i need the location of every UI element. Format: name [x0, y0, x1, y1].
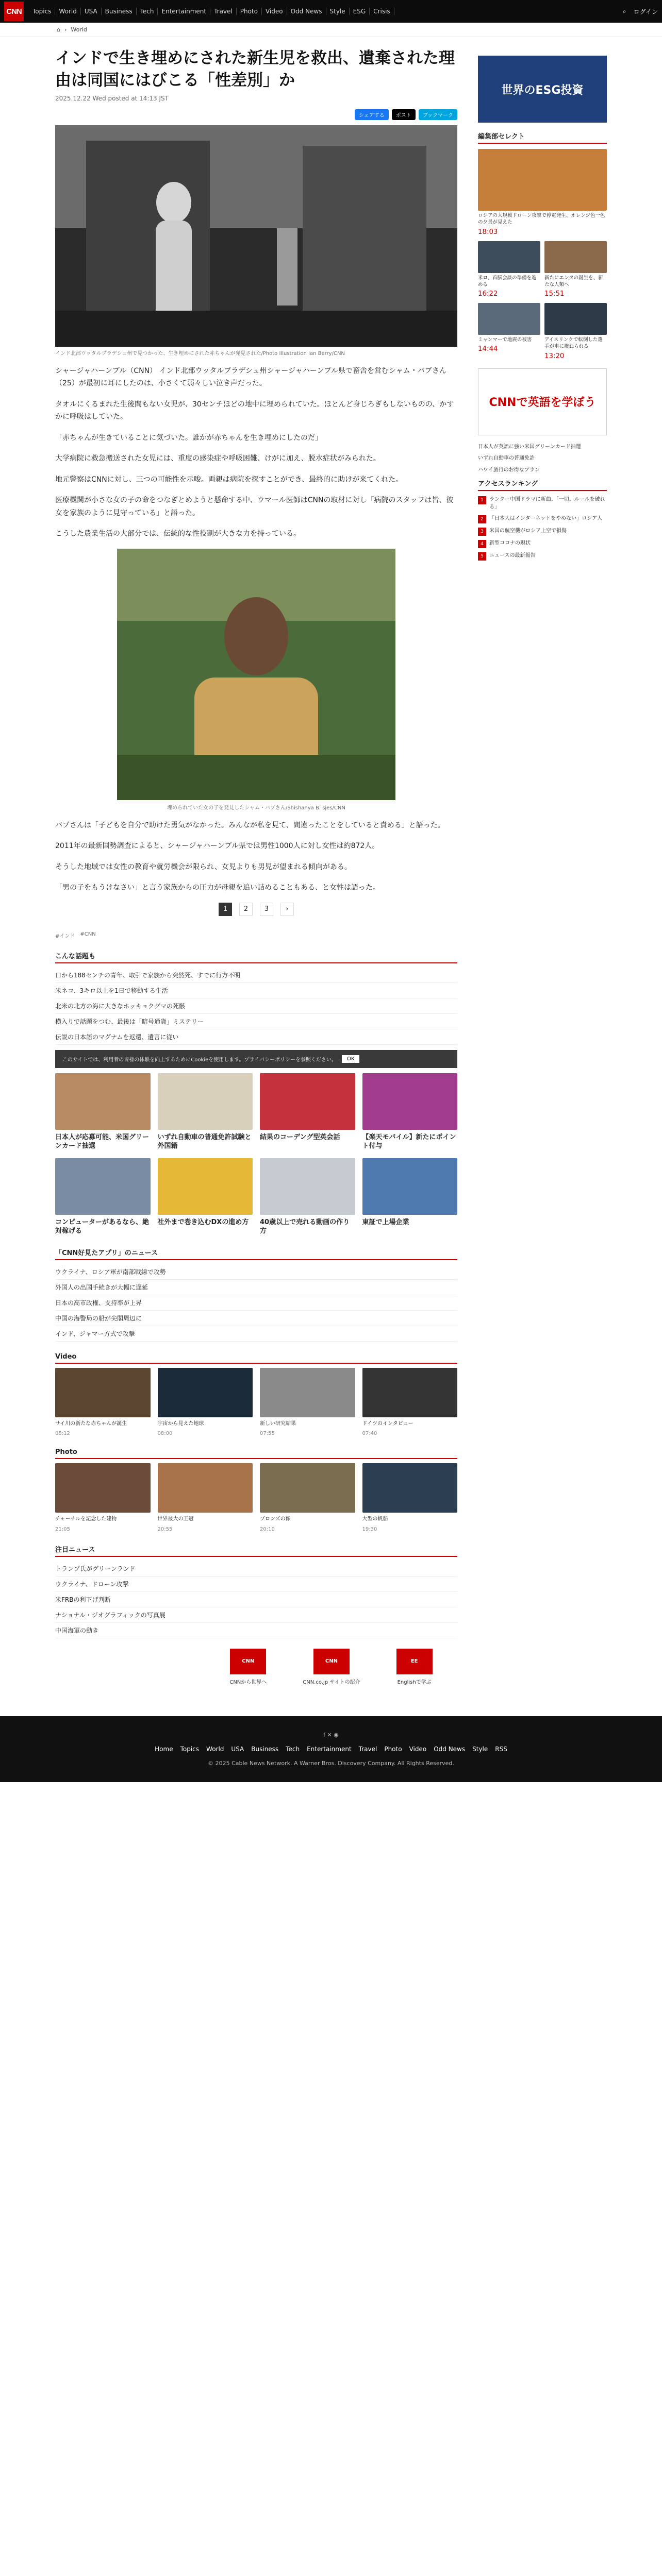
footer-logo-link[interactable]: EE Englishで学ぶ — [396, 1649, 433, 1685]
page-3[interactable]: 3 — [260, 903, 273, 916]
cookie-ok-button[interactable]: OK — [342, 1055, 359, 1063]
ranking-title: アクセスランキング — [478, 478, 607, 491]
cookie-text: このサイトでは、利用者の皆様の体験を向上するためにCookieを使用します。プライバシーポリシーを参照ください。 — [62, 1057, 337, 1063]
lead-photo-caption: インド北部ウッタルプラデシュ州で見つかった、生き埋めにされた赤ちゃんが発見された/Photo Illustration Ian Berry/CNN — [55, 350, 345, 357]
ranking-item[interactable]: 5 ニュースの最新報告 — [478, 552, 607, 561]
video-card[interactable]: 宇宙から見えた地球 08:00 — [158, 1368, 253, 1437]
page-1[interactable]: 1 — [219, 903, 232, 916]
promo-card[interactable]: 40歳以上で売れる動画の作り方 — [260, 1158, 355, 1236]
english-item[interactable]: 日本人が英語に強い米国グリーンカード抽選 — [478, 444, 581, 450]
video-card[interactable]: 新しい研究結果 07:55 — [260, 1368, 355, 1437]
page-2[interactable]: 2 — [239, 903, 253, 916]
promo-card[interactable]: 社外まで巻き込むDXの進め方 — [158, 1158, 253, 1236]
top-right-tools — [623, 7, 658, 16]
sidebar — [478, 47, 607, 1638]
lead-photo-image — [55, 125, 457, 347]
paragraph: こうした農業生活の大部分では、伝統的な性役割が大きな力を持っている。 — [55, 530, 301, 538]
body-photo-caption: 埋められていた女の子を発見したシャム・バブさん/Shishanya B. sjes/CNN — [167, 805, 345, 811]
editors-pick-title: 編集部セレクト — [478, 131, 607, 144]
esg-ad[interactable]: 世界のESG投資 — [478, 56, 607, 123]
nav-item[interactable]: Photo — [237, 8, 262, 15]
top-navigation — [0, 0, 662, 23]
paragraph: バブさんは「子どもを自分で助けた勇気がなかった。みんなが私を見て、間違ったことをしていると責める」と語った。 — [55, 821, 445, 829]
ranking-list — [478, 496, 607, 561]
photo-card[interactable]: 世界最大の王冠 20:55 — [158, 1463, 253, 1533]
ranking-item[interactable]: 1 ランクー中国ドラマに新曲、「一切、ルールを破れる」 — [478, 496, 607, 511]
photo-title: Photo — [55, 1448, 457, 1459]
latest-item[interactable]: トランプ氏がグリーンランド — [55, 1561, 457, 1577]
latest-list — [55, 1561, 457, 1638]
paragraph: 「男の子をもうけなさい」と言う家族からの圧力が母親を追い詰めることもある、と女性は語った。 — [55, 884, 380, 892]
tag[interactable]: #インド — [55, 933, 75, 939]
app-news-item[interactable]: ウクライナ、ロシア軍が南部戦線で攻勢 — [55, 1264, 457, 1280]
cookie-banner — [55, 1050, 457, 1068]
english-item[interactable]: ハワイ旅行のお得なプラン — [478, 467, 540, 473]
footer-brand-links — [0, 1638, 662, 1696]
paragraph: タオルにくるまれた生後間もない女児が、30センチほどの地中に埋められていた。ほとんど身じろぎもしないものの、かすかに呼吸はしていた。 — [55, 400, 454, 421]
related-item[interactable]: 横入りで話題をつむ、最後は「暗号通貨」ミステリー — [55, 1014, 457, 1029]
paragraph: 「赤ちゃんが生きていることに気づいた。誰かが赤ちゃんを生き埋めにしたのだ」 — [55, 433, 322, 442]
photo-cards — [55, 1463, 457, 1533]
search-icon[interactable]: ⌕ — [622, 7, 626, 15]
article-body-continued — [55, 819, 457, 894]
video-cards — [55, 1368, 457, 1437]
facebook-share-button[interactable]: シェアする — [355, 109, 389, 120]
latest-item[interactable]: 米FRBの利下げ判断 — [55, 1592, 457, 1607]
latest-item[interactable]: ナショナル・ジオグラフィックの写真展 — [55, 1607, 457, 1623]
video-card[interactable]: ドイツのインタビュー 07:40 — [362, 1368, 458, 1437]
english-item[interactable]: いずれ自動車の普通免許 — [478, 455, 535, 462]
promo-card[interactable]: コンピューターがあるなら、絶対稼げる — [55, 1158, 151, 1236]
ranking-item[interactable]: 2 「日本人はインターネットをやめない」ロシア人 — [478, 515, 607, 523]
next-page-icon[interactable]: › — [280, 903, 294, 916]
related-item[interactable]: 北米の北方の海に大きなホッキョクグマの死骸 — [55, 998, 457, 1014]
footer-logo-link[interactable]: CNN CNN.co.jp サイトの紹介 — [303, 1649, 360, 1685]
tag[interactable]: #CNN — [80, 931, 96, 937]
app-news-list — [55, 1264, 457, 1342]
pick-item[interactable]: ロシアの大規模ドローン攻撃で停電発生、オレンジ色一色の夕景が見えた 18:03 — [478, 149, 607, 236]
pick-item[interactable]: 新たにエンタの誕生を、新たな人類へ 15:51 — [544, 241, 607, 298]
login-link[interactable]: ログイン — [633, 8, 658, 15]
promo-card[interactable]: 東証で上場企業 — [362, 1158, 458, 1236]
paragraph: 地元警察はCNNに対し、三つの可能性を示唆。両親は病院を探すことができ、最終的に助けが来てくれた。 — [55, 475, 403, 484]
nav-item[interactable]: Video — [262, 8, 287, 15]
ranking-item[interactable]: 3 米国の航空機がロシア上空で損傷 — [478, 528, 607, 536]
article-title: インドで生き埋めにされた新生児を救出、遺棄された理由は同国にはびこる「性差別」か — [55, 49, 455, 90]
related-list — [55, 968, 457, 1045]
footer-nav: Home Topics World USA Business Tech Entertainment Travel Photo Video Odd News Style RSS — [155, 1745, 507, 1753]
related-item[interactable]: 米ネコ、3キロ以上を1日で移動する生活 — [55, 983, 457, 998]
nav-item[interactable]: Entertainment — [158, 8, 210, 15]
related-item[interactable]: 伝説の日本語のマグナムを返還、遺言に従い — [55, 1029, 457, 1045]
nav-item[interactable]: Style — [326, 8, 350, 15]
related-item[interactable]: 口から188センチの青年、取引で家族から突然死、すでに行方不明 — [55, 968, 457, 983]
facebook-icon[interactable]: f — [323, 1731, 326, 1738]
x-icon[interactable]: ✕ — [327, 1731, 332, 1738]
footer-logo-link[interactable]: CNN CNNから世界へ — [229, 1649, 267, 1685]
nav-item[interactable]: Topics — [29, 8, 55, 15]
related-title: こんな話題も — [55, 951, 457, 963]
pick-item[interactable]: ミャンマーで地震の被害 14:44 — [478, 303, 540, 360]
body-photo-image — [117, 549, 395, 800]
bookmark-button[interactable]: ブックマーク — [419, 109, 457, 120]
nav-item[interactable]: ESG — [350, 8, 370, 15]
latest-title: 注目ニュース — [55, 1544, 457, 1557]
nav-item[interactable]: Odd News — [287, 8, 326, 15]
promo-cards — [55, 1073, 457, 1236]
latest-item[interactable]: ウクライナ、ドローン攻撃 — [55, 1577, 457, 1592]
editors-pick-grid — [478, 149, 607, 360]
paragraph: 医療機関が小さな女の子の命をつなぎとめようと懸命する中、ウマール医師はCNNの取材に対し「病院のスタッフは皆、彼女を家族のように見守っている」と語った。 — [55, 496, 454, 517]
promo-card[interactable]: いずれ自動車の普通免許試験と外国籍 — [158, 1073, 253, 1151]
body-photo — [117, 549, 395, 800]
breadcrumb: ⌂ › World — [0, 23, 662, 37]
tag-list — [55, 931, 457, 939]
photo-card[interactable]: 大型の帆船 19:30 — [362, 1463, 458, 1533]
article-date: 2025.12.22 Wed posted at 14:13 JST — [55, 94, 169, 102]
paragraph: 2011年の最新国勢調査によると、シャージャハーンプル県では男性1000人に対し女性は約872人。 — [55, 842, 379, 851]
cnn-logo[interactable]: CNN — [4, 2, 24, 21]
video-title: Video — [55, 1353, 457, 1364]
nav-item[interactable]: Crisis — [370, 8, 394, 15]
pick-item[interactable]: 米ロ、首脳会談の準備を進める 16:22 — [478, 241, 540, 298]
app-news-item[interactable]: インド、ジャマー方式で攻撃 — [55, 1326, 457, 1342]
latest-item[interactable]: 中国海軍の動き — [55, 1623, 457, 1638]
page-footer — [0, 1716, 662, 1782]
english-list — [478, 444, 607, 474]
rss-icon[interactable]: ◉ — [334, 1731, 339, 1738]
home-icon[interactable]: ⌂ — [57, 26, 60, 33]
article — [55, 47, 457, 1638]
paragraph: 大学病院に救急搬送された女児には、重度の感染症や呼吸困難、けがに加え、脱水症状がみられた。 — [55, 454, 380, 463]
x-share-button[interactable]: ポスト — [392, 109, 416, 120]
photo-card[interactable]: ブロンズの像 20:10 — [260, 1463, 355, 1533]
video-card[interactable]: サイ川の新たな赤ちゃんが誕生 08:12 — [55, 1368, 151, 1437]
paragraph: シャージャハーンプル（CNN） インド北部ウッタルプラデシュ州シャージャハーンプル県で畜舎を営むシャム・バブさん（25）が最初に耳にしたのは、小さくて弱々しい泣き声だった。 — [55, 366, 446, 388]
share-buttons — [55, 109, 457, 120]
nav-item[interactable]: USA — [81, 8, 102, 15]
pagination — [55, 903, 457, 916]
main-nav — [29, 8, 394, 15]
article-body — [55, 365, 457, 540]
paragraph: そうした地域では女性の教育や就労機会が限られ、女児よりも男児が望まれる傾向がある。 — [55, 862, 352, 871]
app-news-item[interactable]: 外国人の出国手続きが大幅に遅延 — [55, 1280, 457, 1295]
cnn-english-ad[interactable]: CNNで英語を学ぼう — [478, 368, 607, 435]
nav-item[interactable]: Tech — [137, 8, 158, 15]
app-news-item[interactable]: 日本の高市政権、支持率が上昇 — [55, 1295, 457, 1311]
photo-card[interactable]: チャーチルを記念した建物 21:05 — [55, 1463, 151, 1533]
promo-card[interactable]: 日本人が応募可能、米国グリーンカード抽選 — [55, 1073, 151, 1151]
app-news-title: 「CNN好見たアプリ」のニュース — [55, 1247, 457, 1260]
nav-item[interactable]: Travel — [210, 8, 237, 15]
nav-item[interactable]: Business — [102, 8, 137, 15]
app-news-item[interactable]: 中国の海警局の船が尖閣周辺に — [55, 1311, 457, 1326]
pick-item[interactable]: アイスリンクで転倒した選手が車に撥ねられる 13:20 — [544, 303, 607, 360]
lead-photo — [55, 125, 457, 347]
promo-card[interactable]: 【楽天モバイル】新たにポイント付与 — [362, 1073, 458, 1151]
social-icons — [0, 1732, 662, 1738]
ranking-item[interactable]: 4 新型コロナの現状 — [478, 540, 607, 548]
copyright: © 2025 Cable News Network. A Warner Bros. Discovery Company. All Rights Reserved. — [208, 1759, 454, 1767]
breadcrumb-section[interactable]: World — [71, 26, 87, 33]
promo-card[interactable]: 結果のコーデング型英会話 — [260, 1073, 355, 1151]
nav-item[interactable]: World — [55, 8, 80, 15]
